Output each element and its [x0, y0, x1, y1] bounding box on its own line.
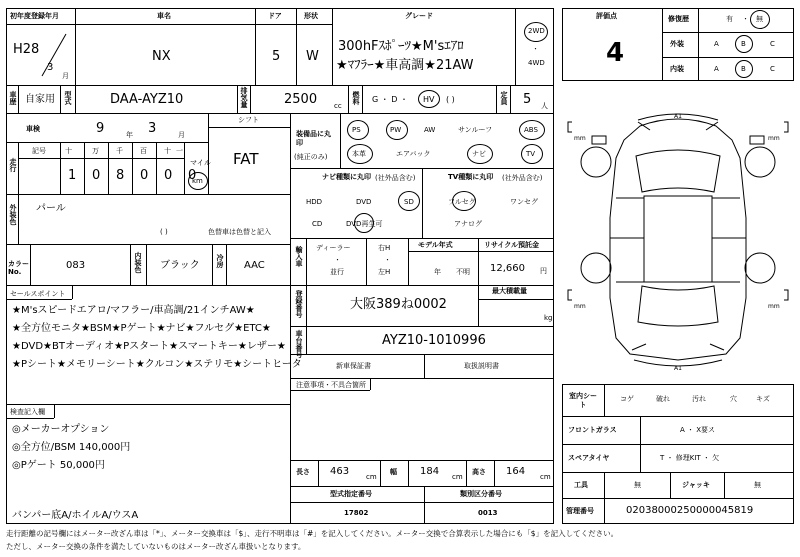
door-label: ドア: [268, 12, 282, 20]
mileage-digit: 0: [92, 168, 101, 183]
cm-unit: cm: [366, 473, 377, 481]
equip-aw: AW: [424, 126, 436, 134]
capacity-unit: 人: [541, 102, 548, 110]
interior-grade-a: A: [714, 65, 719, 73]
shift-label: シフト: [238, 116, 259, 124]
equip-tv: TV: [526, 150, 536, 158]
score-label: 評価点: [596, 12, 617, 20]
exterior-grade-b: B: [741, 40, 746, 48]
recycle-unit: 円: [540, 267, 547, 275]
color-no: 083: [66, 260, 86, 271]
seat-burn: コゲ: [620, 395, 634, 403]
diagram-a1-front: A1: [674, 113, 682, 120]
jack-label: ジャッキ: [682, 481, 710, 489]
equip-navi: ナビ: [472, 150, 486, 158]
diagram-mm: mm: [574, 135, 586, 142]
equipment-label: 装備品に丸印: [296, 130, 331, 148]
place-ten-thousand-tens: 十: [65, 147, 72, 155]
new-car-warranty: 新車保証書: [336, 362, 371, 370]
exterior-color-label: 外装色: [9, 204, 17, 225]
model-label: 型式: [64, 91, 72, 105]
tv-fullseg: フルセグ: [448, 198, 476, 206]
exterior-paren: ( ): [160, 228, 168, 236]
height: 164: [506, 466, 526, 477]
score-value: 4: [606, 38, 625, 68]
seat-stain: 汚れ: [692, 395, 706, 403]
mileage-digit: 0: [140, 168, 149, 183]
footer-note-1: 走行距離の記号欄にはメーター改ざん車は「*」、メーター交換車は「$」、走行不明車は「#」を記入してください。メーター交換で合算表示した場合にも「$」を記入してください。: [6, 529, 619, 538]
seat-tear: 破れ: [656, 395, 670, 403]
inspection-month: 3: [148, 121, 157, 136]
inspector-line: ◎全方位/BSM 140,000円: [12, 442, 131, 453]
recycle-label: リサイクル預託金: [484, 241, 540, 249]
fuel-selected: HV: [423, 95, 435, 104]
length-label: 長さ: [296, 468, 310, 476]
tv-type-label: TV種類に丸印: [448, 173, 494, 181]
car-history: 自家用: [25, 94, 55, 105]
diagram-mm: mm: [574, 303, 586, 310]
place-ten-thousand: 万: [92, 147, 99, 155]
windshield-value: A ・ X要ス: [680, 426, 716, 434]
displacement-label: 排気量: [240, 87, 248, 108]
tools-value: 無: [634, 481, 641, 489]
import-left-hand: 左H: [378, 268, 391, 276]
sales-point-line: ★M'sスピードエアロ/マフラー/車高調/21インチAW★: [12, 305, 255, 316]
mileage-digit: 0: [164, 168, 173, 183]
interior-grade-c: C: [770, 65, 775, 73]
seat-scratch: キズ: [756, 395, 770, 403]
max-load-label: 最大積載量: [492, 287, 527, 295]
equipment-sublabel: (純正のみ): [294, 153, 328, 161]
sales-point-line: ★Pシート★メモリーシート★クルコン★ステリモ★シートヒータ: [12, 359, 302, 370]
fuel-options: G ・ D ・: [372, 95, 408, 104]
interior-color-label: 内装色: [134, 252, 142, 273]
car-history-label: 車歴: [9, 91, 17, 105]
inspection-year: 9: [96, 121, 105, 136]
grade-line-2: ★ﾏﾌﾗｰ★車高調★21AW: [336, 58, 474, 73]
inspector-bottom-line: バンパー底A/ホイルA/ウスA: [12, 510, 139, 521]
drive-2wd: 2WD: [528, 27, 545, 35]
exterior-grade-label: 外装: [670, 40, 684, 48]
width: 184: [420, 466, 440, 477]
grade-label: グレード: [405, 12, 433, 20]
import-parallel: 並行: [330, 268, 344, 276]
navi-dvd: DVD: [356, 198, 372, 206]
fuel-label: 燃料: [352, 91, 360, 105]
place-thousand: 千: [116, 147, 123, 155]
chassis-no: AYZ10-1010996: [382, 333, 486, 348]
mileage-digit: 0: [188, 168, 197, 183]
shape-label: 形状: [304, 12, 318, 20]
windshield-label: フロントガラス: [568, 426, 617, 434]
repaint-note: 色替車は色替と記入: [208, 228, 271, 236]
place-ten: 十: [164, 147, 171, 155]
repair-no: 無: [756, 15, 763, 23]
equip-ps: PS: [352, 126, 361, 134]
km-unit: km: [192, 177, 203, 185]
registration-era: H28: [13, 42, 40, 57]
diagram-mm: mm: [768, 303, 780, 310]
equip-airbag: エアバック: [396, 150, 431, 158]
displacement: 2500: [284, 92, 318, 107]
model-year-unknown: 不明: [456, 268, 470, 276]
registration-no-label: 登録番号: [295, 290, 303, 318]
month-unit: 月: [62, 72, 69, 80]
model-year-label: モデル年式: [418, 241, 453, 249]
sales-point-line: ★全方位モニタ★BSM★Pゲート★ナビ★フルセグ★ETC★: [12, 323, 271, 334]
repair-yes: 有: [726, 15, 733, 23]
classification: 0013: [478, 509, 498, 517]
shift-value: FAT: [233, 150, 259, 168]
place-one: 一: [176, 147, 183, 155]
grade-line-1: 300hFｽﾎﾟｰﾂ★M'sｴｱﾛ: [338, 39, 464, 54]
cm-unit: cm: [452, 473, 463, 481]
inspector-label: 検査記入欄: [10, 408, 45, 416]
interior-color: ブラック: [160, 260, 200, 271]
import-dot: ・: [334, 256, 341, 264]
exterior-color: パール: [36, 203, 66, 214]
kg-unit: kg: [544, 314, 553, 322]
navi-hdd: HDD: [306, 198, 323, 206]
import-right-hand: 右H: [378, 244, 391, 252]
type-designation: 17802: [344, 509, 369, 517]
tv-type-sub: (社外品含む): [502, 174, 543, 182]
equip-sunroof: サンルーフ: [458, 126, 493, 134]
sales-points-label: セールスポイント: [10, 290, 66, 298]
notice-label: 注意事項・不具合箇所: [296, 381, 366, 389]
navi-type-sub: (社外品含む): [375, 174, 416, 182]
capacity-label: 定員: [500, 91, 508, 105]
fuel-other: ( ): [446, 95, 455, 104]
import-label: 輸入車: [295, 246, 303, 267]
model-year-unit: 年: [434, 268, 441, 276]
color-no-label: カラーNo.: [8, 260, 29, 277]
repair-history-label: 修復歴: [668, 15, 689, 23]
mileage-symbol-label: 記号: [32, 147, 46, 155]
cm-unit: cm: [540, 473, 551, 481]
diagram-a1-rear: A1: [674, 365, 682, 372]
inspection-month-unit: 月: [178, 131, 185, 139]
body-shape: W: [306, 49, 319, 64]
equip-abs: ABS: [524, 126, 538, 134]
height-label: 高さ: [472, 468, 486, 476]
car-name: NX: [152, 49, 171, 64]
exterior-grade-c: C: [770, 40, 775, 48]
repair-dot: ・: [742, 15, 749, 23]
control-no: 02038000250000045819: [626, 505, 754, 516]
interior-grade-b: B: [741, 65, 746, 73]
import-dot: ・: [384, 256, 391, 264]
inspector-line: ◎メーカーオプション: [12, 424, 110, 435]
interior-grade-label: 内装: [670, 65, 684, 73]
cooler-label: 冷房: [216, 254, 224, 268]
inspection-year-unit: 年: [126, 131, 133, 139]
mileage-digit: 1: [68, 168, 77, 183]
owner-manual: 取扱説明書: [464, 362, 499, 370]
car-name-label: 車名: [157, 12, 171, 20]
classification-label: 類別区分番号: [460, 490, 502, 498]
seat-hole: 穴: [730, 395, 737, 403]
navi-sd: SD: [404, 198, 414, 206]
registration-month: 3: [47, 62, 54, 73]
inspection-label: 車検: [26, 125, 40, 133]
sales-point-line: ★DVD★BTオーディオ★Pスタート★スマートキー★レザー★: [12, 341, 286, 352]
navi-cd: CD: [312, 220, 323, 228]
equip-pw: PW: [390, 126, 402, 134]
first-registration-label: 初年度登録年月: [10, 12, 59, 20]
inspector-line: ◎Pゲート 50,000円: [12, 460, 105, 471]
mile-unit: マイル: [190, 159, 211, 167]
model-code: DAA-AYZ10: [110, 92, 184, 107]
mileage-digit: 8: [116, 168, 125, 183]
mileage-label: 走行: [9, 158, 17, 172]
car-damage-diagram: [562, 98, 794, 378]
chassis-no-label: 車台番号: [295, 330, 303, 358]
door-count: 5: [272, 49, 281, 64]
place-hundred: 百: [140, 147, 147, 155]
drive-4wd: 4WD: [528, 59, 545, 67]
tv-oneseg: ワンセグ: [510, 198, 538, 206]
exterior-grade-a: A: [714, 40, 719, 48]
tools-label: 工具: [574, 481, 588, 489]
recycle-fee: 12,660: [490, 263, 525, 274]
diagram-mm: mm: [768, 135, 780, 142]
cc-unit: cc: [334, 102, 342, 110]
spare-tire-value: T ・ 修理KIT ・ 欠: [660, 454, 720, 462]
tv-analog: アナログ: [454, 220, 482, 228]
spare-tire-label: スペアタイヤ: [568, 454, 610, 462]
interior-seat-label: 室内シート: [569, 392, 597, 410]
import-dealer: ディーラー: [316, 244, 351, 252]
jack-value: 無: [754, 481, 761, 489]
registration-no: 大阪389ね0002: [350, 297, 447, 312]
navi-dvd-play: DVD再生可: [346, 220, 383, 228]
navi-type-label: ナビ種類に丸印: [322, 173, 371, 181]
footer-note-2: ただし、メーター交換の条件を満たしていないものはメーター改ざん車扱いとなります。: [6, 542, 306, 551]
control-no-label: 管理番号: [566, 507, 594, 515]
length: 463: [330, 466, 350, 477]
type-designation-label: 型式指定番号: [330, 490, 372, 498]
drive-dot: ・: [532, 45, 539, 53]
cooler: AAC: [244, 260, 265, 271]
equip-leather: 本革: [352, 150, 366, 158]
capacity: 5: [523, 92, 532, 107]
width-label: 幅: [390, 468, 397, 476]
